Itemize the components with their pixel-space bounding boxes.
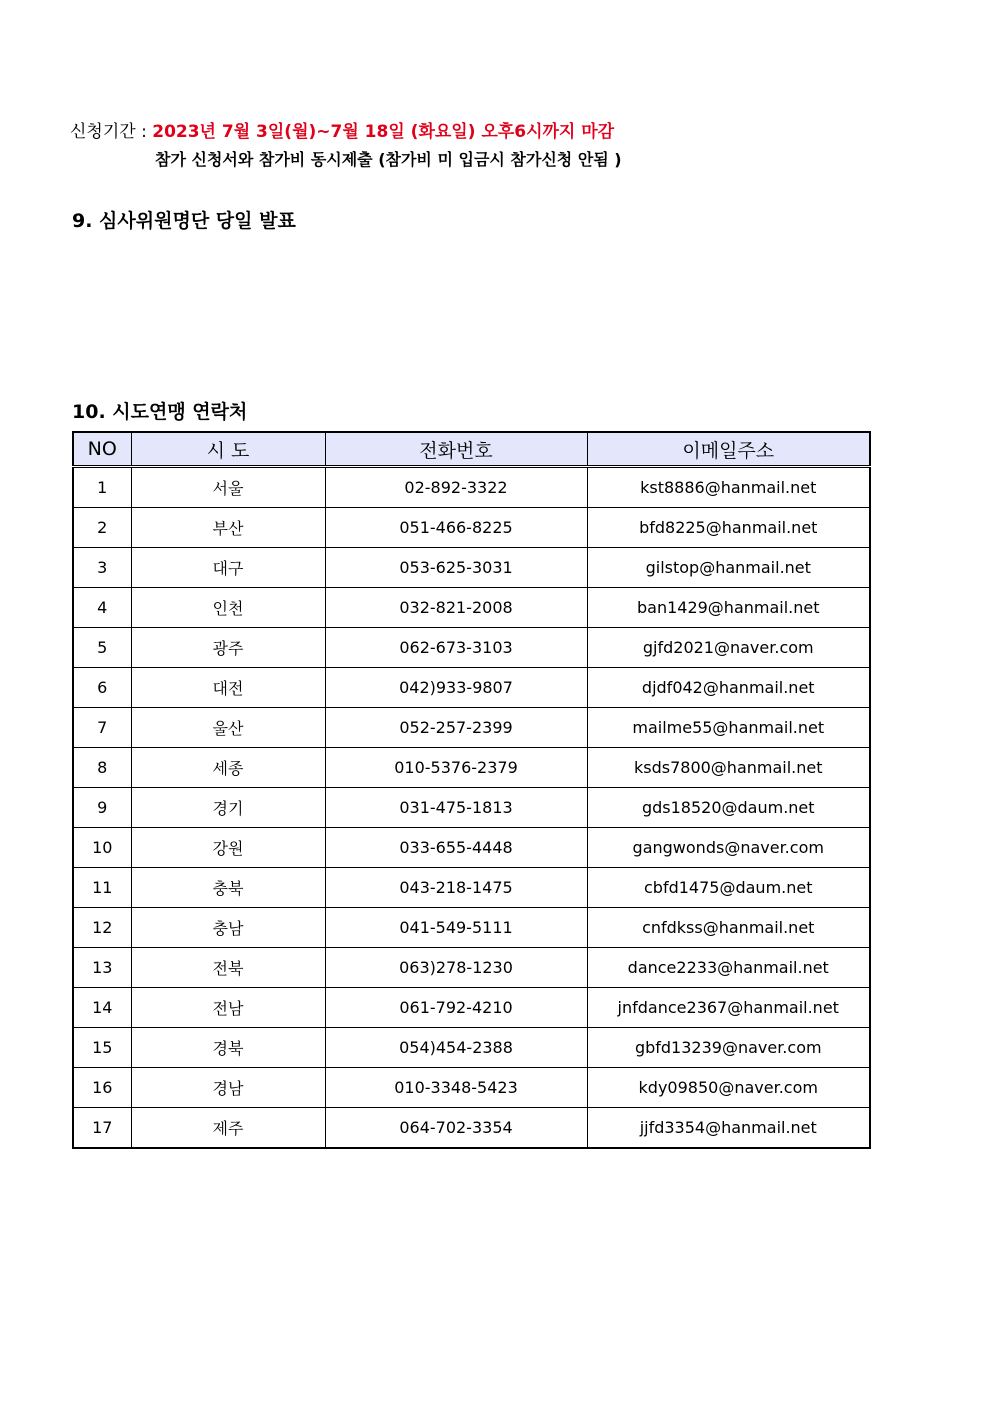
cell-email: dance2233@hanmail.net: [587, 948, 870, 988]
cell-email: gds18520@daum.net: [587, 788, 870, 828]
cell-region: 부산: [131, 508, 325, 548]
cell-email: djdf042@hanmail.net: [587, 668, 870, 708]
table-row: [73, 868, 870, 908]
application-period-note: 참가 신청서와 참가비 동시제출 (참가비 미 입금시 참가신청 안됨 ): [155, 150, 622, 169]
cell-region: 전남: [131, 988, 325, 1028]
cell-region: 대전: [131, 668, 325, 708]
table-row: [73, 988, 870, 1028]
section-10-title: 10. 시도연맹 연락처: [72, 401, 248, 423]
cell-email: cbfd1475@daum.net: [587, 868, 870, 908]
cell-no: 15: [73, 1028, 131, 1068]
cell-no: 16: [73, 1068, 131, 1108]
header-region: 시 도: [131, 432, 325, 467]
cell-no: 2: [73, 508, 131, 548]
cell-no: 10: [73, 828, 131, 868]
header-no: NO: [73, 432, 131, 467]
cell-phone: 064-702-3354: [325, 1108, 587, 1149]
cell-phone: 010-5376-2379: [325, 748, 587, 788]
cell-email: ksds7800@hanmail.net: [587, 748, 870, 788]
cell-no: 12: [73, 908, 131, 948]
cell-no: 6: [73, 668, 131, 708]
cell-region: 경북: [131, 1028, 325, 1068]
cell-email: kdy09850@naver.com: [587, 1068, 870, 1108]
cell-phone: 041-549-5111: [325, 908, 587, 948]
cell-no: 17: [73, 1108, 131, 1149]
application-period-value: 2023년 7월 3일(월)~7월 18일 (화요일) 오후6시까지 마감: [152, 122, 615, 142]
table-row: [73, 948, 870, 988]
cell-phone: 061-792-4210: [325, 988, 587, 1028]
cell-phone: 043-218-1475: [325, 868, 587, 908]
cell-region: 서울: [131, 467, 325, 508]
cell-phone: 033-655-4448: [325, 828, 587, 868]
cell-phone: 062-673-3103: [325, 628, 587, 668]
cell-phone: 042)933-9807: [325, 668, 587, 708]
cell-no: 14: [73, 988, 131, 1028]
cell-no: 5: [73, 628, 131, 668]
header-phone: 전화번호: [325, 432, 587, 467]
cell-region: 충남: [131, 908, 325, 948]
cell-phone: 02-892-3322: [325, 467, 587, 508]
cell-region: 인천: [131, 588, 325, 628]
table-row: [73, 908, 870, 948]
table-row: [73, 1028, 870, 1068]
table-row: [73, 588, 870, 628]
cell-email: bfd8225@hanmail.net: [587, 508, 870, 548]
cell-email: ban1429@hanmail.net: [587, 588, 870, 628]
table-row: [73, 548, 870, 588]
cell-phone: 052-257-2399: [325, 708, 587, 748]
table-row: [73, 708, 870, 748]
header-email: 이메일주소: [587, 432, 870, 467]
section-9-title: 9. 심사위원명단 당일 발표: [72, 210, 296, 232]
cell-no: 4: [73, 588, 131, 628]
cell-email: jjfd3354@hanmail.net: [587, 1108, 870, 1149]
table-row: [73, 628, 870, 668]
cell-no: 8: [73, 748, 131, 788]
cell-phone: 063)278-1230: [325, 948, 587, 988]
table-body: [73, 467, 870, 1149]
application-period: [70, 117, 614, 142]
cell-no: 9: [73, 788, 131, 828]
cell-email: gilstop@hanmail.net: [587, 548, 870, 588]
cell-email: cnfdkss@hanmail.net: [587, 908, 870, 948]
table-row: [73, 668, 870, 708]
cell-no: 1: [73, 467, 131, 508]
table-row: [73, 1108, 870, 1149]
cell-region: 충북: [131, 868, 325, 908]
cell-phone: 053-625-3031: [325, 548, 587, 588]
cell-email: gbfd13239@naver.com: [587, 1028, 870, 1068]
application-period-label: 신청기간 :: [70, 122, 153, 142]
cell-email: gangwonds@naver.com: [587, 828, 870, 868]
cell-region: 세종: [131, 748, 325, 788]
cell-email: mailme55@hanmail.net: [587, 708, 870, 748]
cell-no: 11: [73, 868, 131, 908]
table-row: [73, 828, 870, 868]
cell-region: 강원: [131, 828, 325, 868]
cell-region: 전북: [131, 948, 325, 988]
cell-phone: 032-821-2008: [325, 588, 587, 628]
cell-email: jnfdance2367@hanmail.net: [587, 988, 870, 1028]
cell-region: 경남: [131, 1068, 325, 1108]
cell-email: gjfd2021@naver.com: [587, 628, 870, 668]
cell-no: 7: [73, 708, 131, 748]
cell-phone: 051-466-8225: [325, 508, 587, 548]
table-row: [73, 1068, 870, 1108]
cell-phone: 054)454-2388: [325, 1028, 587, 1068]
table-header-row: [73, 432, 870, 467]
cell-email: kst8886@hanmail.net: [587, 467, 870, 508]
contacts-table: [72, 431, 871, 1149]
cell-no: 3: [73, 548, 131, 588]
cell-region: 경기: [131, 788, 325, 828]
table-row: [73, 748, 870, 788]
cell-no: 13: [73, 948, 131, 988]
table-row: [73, 508, 870, 548]
cell-region: 대구: [131, 548, 325, 588]
cell-region: 울산: [131, 708, 325, 748]
cell-phone: 010-3348-5423: [325, 1068, 587, 1108]
cell-phone: 031-475-1813: [325, 788, 587, 828]
cell-region: 제주: [131, 1108, 325, 1149]
table-row: [73, 788, 870, 828]
cell-region: 광주: [131, 628, 325, 668]
table-row: [73, 467, 870, 508]
